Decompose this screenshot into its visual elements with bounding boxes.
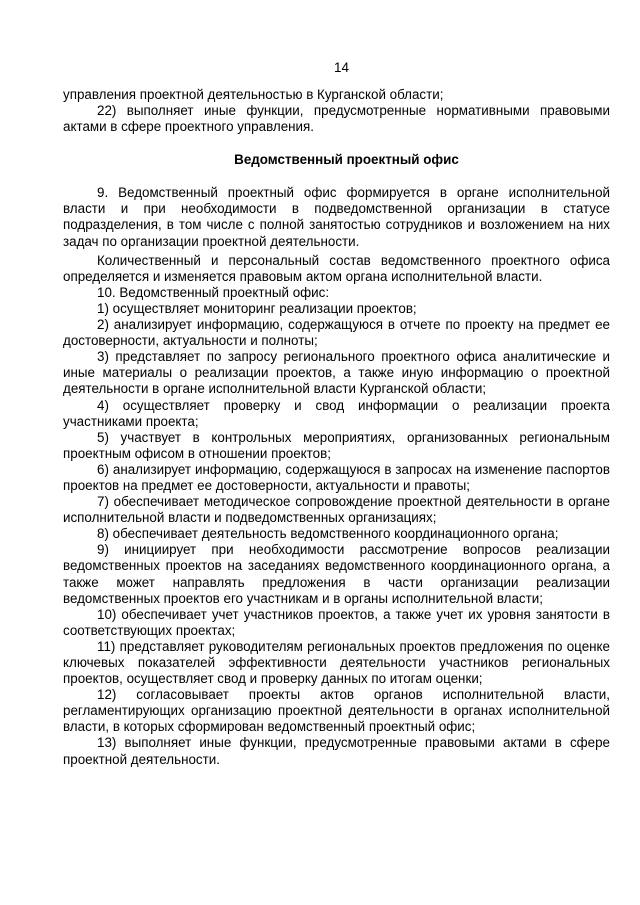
list-item-4: 4) осуществляет проверку и свод информации о реализации проекта участниками проекта; bbox=[63, 397, 610, 429]
list-item-9: 9) инициирует при необходимости рассмотрение вопросов реализации ведомственных проектов на заседаниях ведомственного координационного органа, а также может направлять предложения в части организации реализации ведомственных проектов его участникам и в органы исполнительной власти; bbox=[63, 542, 610, 606]
list-item-11: 11) представляет руководителям региональных проектов предложения по оценке ключевых показателей эффективности деятельности участников региональных проектов, осуществляет свод и проверку данных по итогам оценки; bbox=[63, 638, 610, 687]
list-item-12: 12) согласовывает проекты актов органов исполнительной власти, регламентирующих организацию проектной деятельности в органах исполнительной власти, в которых сформирован ведомственный проектный офис; bbox=[63, 687, 610, 735]
paragraph-9: 9. Ведомственный проектный офис формируется в органе исполнительной власти и при необходимости в подведомственной организации в статусе подразделения, в том числе с полной занятостью сотрудников и возложением на них задач по организации проектной деятельности. bbox=[63, 185, 610, 249]
list-item-10: 10) обеспечивает учет участников проектов, а также учет их уровня занятости в соответствующих проектах; bbox=[63, 606, 610, 638]
list-item-6: 6) анализирует информацию, содержащуюся в запросах на изменение паспортов проектов на предмет ее достоверности, актуальности и правоты; bbox=[63, 461, 610, 493]
list-item-8: 8) обеспечивает деятельность ведомственного координационного органа; bbox=[97, 526, 559, 542]
intro-paragraph-continuation: управления проектной деятельностью в Курганской области; bbox=[63, 87, 444, 102]
paragraph-office-composition: Количественный и персональный состав ведомственного проектного офиса определяется и изменяется правовым актом органа исполнительной власти. bbox=[63, 252, 610, 284]
list-item-13: 13) выполняет иные функции, предусмотренные правовыми актами в сфере проектной деятельности. bbox=[63, 735, 610, 767]
list-item-5: 5) участвует в контрольных мероприятиях, организованных региональным проектным офисом в отношении проектов; bbox=[63, 429, 610, 461]
list-item-7: 7) обеспечивает методическое сопровождение проектной деятельности в органе исполнительной власти и подведомственных организациях; bbox=[63, 494, 610, 526]
list-item-2: 2) анализирует информацию, содержащуюся в отчете по проекту на предмет ее достоверности, актуальности и полноты; bbox=[63, 317, 610, 349]
intro-paragraph-item-22: 22) выполняет иные функции, предусмотренные нормативными правовыми актами в сфере проектного управления. bbox=[63, 103, 610, 135]
section-heading: Ведомственный проектный офис bbox=[234, 152, 459, 168]
list-item-1: 1) осуществляет мониторинг реализации проектов; bbox=[97, 300, 417, 316]
paragraph-10: 10. Ведомственный проектный офис: bbox=[97, 284, 330, 300]
list-item-3: 3) представляет по запросу регионального проектного офиса аналитические и иные материалы о реализации проектов, а также иную информацию о проектной деятельности в органе исполнительной власти Курганской области; bbox=[63, 349, 610, 397]
page-number: 14 bbox=[333, 60, 350, 75]
